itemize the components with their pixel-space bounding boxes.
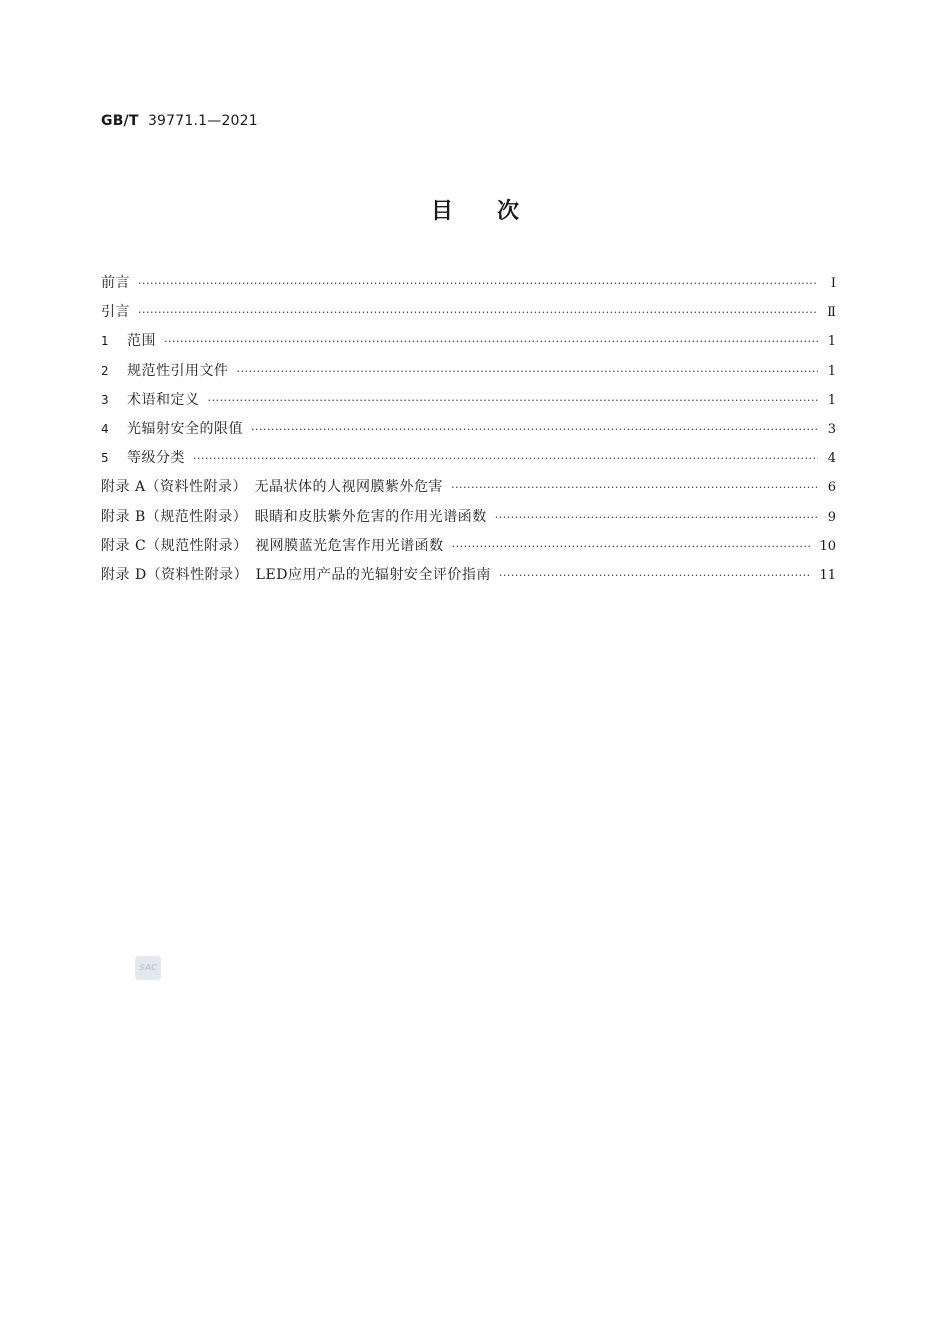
toc-entry-foreword[interactable] <box>101 272 836 301</box>
toc-entry-page: 3 <box>827 421 836 437</box>
toc-entry-page: 10 <box>819 538 836 554</box>
toc-entry-scope[interactable] <box>101 330 836 359</box>
toc-entry-page: 1 <box>827 334 836 350</box>
toc-entry-number: 4 <box>101 421 110 436</box>
toc-entry-label: 规范性引用文件 <box>127 362 229 379</box>
toc-leader-dots <box>237 365 819 378</box>
toc-entry-label-wrap <box>101 418 243 438</box>
toc-entry-page: 9 <box>827 509 836 525</box>
toc-entry-label: 附录 C（规范性附录） 视网膜蓝光危害作用光谱函数 <box>101 537 444 554</box>
toc-entry-annex-a[interactable] <box>101 476 836 505</box>
toc-entry-label: 附录 B（规范性附录） 眼睛和皮肤紫外危害的作用光谱函数 <box>101 508 487 525</box>
toc-entry-label: 光辐射安全的限值 <box>127 420 243 437</box>
toc-entry-label: 术语和定义 <box>127 391 200 408</box>
toc-leader-dots <box>451 481 818 494</box>
toc-leader-dots <box>452 540 812 553</box>
toc-entry-page: 6 <box>827 480 836 496</box>
toc-entry-label: 等级分类 <box>127 450 185 467</box>
toc-leader-dots <box>208 394 819 407</box>
toc-entry-page: 1 <box>827 363 836 379</box>
toc-entry-page: 4 <box>827 451 836 467</box>
toc-leader-dots <box>164 335 818 348</box>
toc-entry-annex-c[interactable] <box>101 535 836 564</box>
toc-entry-label: 附录 A（资料性附录） 无晶状体的人视网膜紫外危害 <box>101 479 444 496</box>
toc-entry-number: 2 <box>101 363 110 378</box>
toc-entry-label-wrap <box>101 389 200 409</box>
toc-entry-label: 前言 <box>101 275 130 291</box>
toc-entry-classification[interactable] <box>101 447 836 476</box>
toc-entry-normative-references[interactable] <box>101 360 836 389</box>
toc-entry-page: Ⅱ <box>827 305 836 321</box>
standard-prefix: GB/T <box>101 113 139 129</box>
toc-title: 目 次 <box>430 199 519 224</box>
toc-entry-number: 3 <box>101 392 110 407</box>
toc-entry-label: 引言 <box>101 304 130 321</box>
toc-leader-dots <box>495 511 818 524</box>
toc-entry-label-wrap <box>101 447 185 467</box>
standard-code <box>101 113 258 129</box>
toc-entry-label-wrap <box>101 360 229 380</box>
toc-entry-label: 附录 D（资料性附录） LED应用产品的光辐射安全评价指南 <box>101 566 491 583</box>
toc-leader-dots <box>251 423 818 436</box>
toc-entry-page: 11 <box>819 567 836 583</box>
toc-entry-annex-b[interactable] <box>101 506 836 535</box>
standard-number: 39771.1—2021 <box>147 113 258 129</box>
toc-entry-page: 1 <box>827 392 836 408</box>
toc-entry-page: Ⅰ <box>830 276 836 291</box>
toc-entry-number: 1 <box>101 334 110 349</box>
toc-entry-limits[interactable] <box>101 418 836 447</box>
sac-watermark-logo: SAC <box>135 956 161 980</box>
toc-leader-dots <box>138 306 818 319</box>
toc-entry-annex-d[interactable] <box>101 564 836 593</box>
toc-leader-dots <box>193 452 818 465</box>
toc-leader-dots <box>499 569 812 582</box>
table-of-contents <box>101 272 836 593</box>
toc-leader-dots <box>138 277 818 290</box>
toc-entry-label: 范围 <box>127 333 156 350</box>
toc-entry-label-wrap <box>101 330 156 350</box>
toc-entry-terms-definitions[interactable] <box>101 389 836 418</box>
toc-entry-number: 5 <box>101 451 110 466</box>
toc-entry-introduction[interactable] <box>101 301 836 330</box>
